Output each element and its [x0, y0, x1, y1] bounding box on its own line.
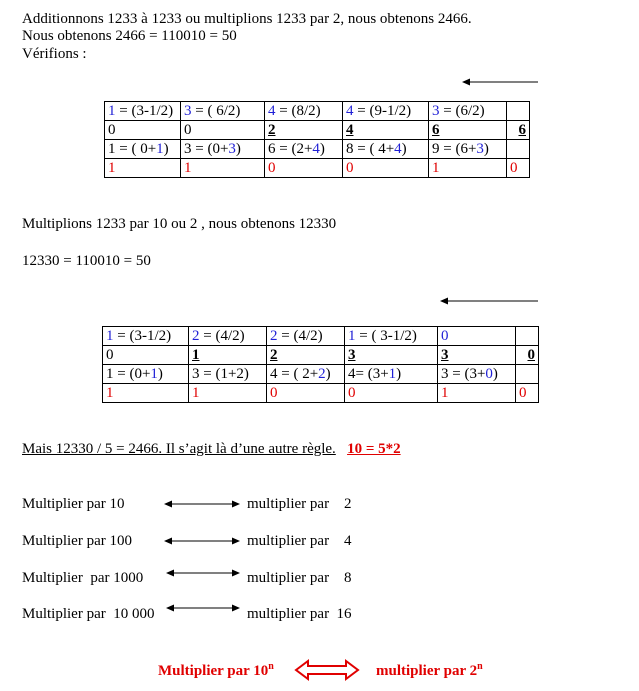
table-cell: 0 [267, 384, 345, 403]
pair-right-4: multiplier par 16 [247, 606, 352, 622]
table-cell: 0 [516, 384, 539, 403]
table-cell: 3 [345, 346, 438, 365]
table-cell: 0 [507, 159, 530, 178]
table-row [105, 102, 530, 121]
double-arrow-icon [294, 659, 360, 681]
verification-table-1 [104, 101, 530, 178]
table-cell: 1 [429, 159, 507, 178]
table-cell [516, 365, 539, 384]
table-cell: 0 [345, 384, 438, 403]
table-row [103, 384, 539, 403]
table-cell: 1 = (3-1/2) [105, 102, 181, 121]
table-cell: 3 = (6/2) [429, 102, 507, 121]
table-cell: 8 = ( 4+4) [343, 140, 429, 159]
table-cell: 3 = (1+2) [189, 365, 267, 384]
table-cell: 4 [343, 121, 429, 140]
table-cell: 0 [181, 121, 265, 140]
table-cell: 2 = (4/2) [267, 327, 345, 346]
table-cell: 1 = (0+1) [103, 365, 189, 384]
table-cell: 0 [103, 346, 189, 365]
table-row [105, 140, 530, 159]
table-cell: 6 = (2+4) [265, 140, 343, 159]
table-cell: 3 = (0+3) [181, 140, 265, 159]
table-cell: 0 [105, 121, 181, 140]
table-cell: 3 = ( 6/2) [181, 102, 265, 121]
table-cell: 0 [438, 327, 516, 346]
table-cell: 4= (3+1) [345, 365, 438, 384]
table-cell: 1 [438, 384, 516, 403]
table-cell [507, 102, 530, 121]
verification-table-2 [102, 326, 539, 403]
table-row [103, 365, 539, 384]
pair-right-1: multiplier par 2 [247, 496, 352, 512]
pair-right-3: multiplier par 8 [247, 570, 352, 586]
table-row [103, 346, 539, 365]
table-cell: 6 [507, 121, 530, 140]
table-cell: 9 = (6+3) [429, 140, 507, 159]
table-cell: 4 = (9-1/2) [343, 102, 429, 121]
table-row [103, 327, 539, 346]
conclusion-right: multiplier par 2$^n$ [376, 661, 483, 679]
intro-line-2: Nous obtenons 2466 = 110010 = 50 [22, 28, 237, 44]
pair-right-2: multiplier par 4 [247, 533, 352, 549]
table-cell: 1 = ( 3-1/2) [345, 327, 438, 346]
intro-line-3: Vérifions : [22, 46, 87, 62]
table-cell: 1 = ( 0+1) [105, 140, 181, 159]
table-cell: 1 [103, 384, 189, 403]
mid-line-1: Multiplions 1233 par 10 ou 2 , nous obtenons 12330 [22, 216, 337, 232]
table-cell: 0 [516, 346, 539, 365]
table-cell: 2 [267, 346, 345, 365]
rule-text: Mais 12330 / 5 = 2466. Il s’agit là d’une autre règle. [22, 441, 336, 457]
conclusion-left: Multiplier par 10$^n$ [158, 661, 274, 679]
pair-left-2: Multiplier par 100 [22, 533, 132, 549]
pair-left-4: Multiplier par 10 000 [22, 606, 155, 622]
table-cell [507, 140, 530, 159]
left-arrow-icon [462, 76, 540, 88]
table-cell: 3 [438, 346, 516, 365]
table-cell: 2 = (4/2) [189, 327, 267, 346]
table-cell: 1 [189, 384, 267, 403]
table-cell: 4 = (8/2) [265, 102, 343, 121]
table-cell: 4 = ( 2+2) [267, 365, 345, 384]
double-arrow-icon [164, 534, 240, 548]
mid-line-2: 12330 = 110010 = 50 [22, 253, 151, 269]
table-cell: 1 [189, 346, 267, 365]
table-row [105, 159, 530, 178]
table-cell: 1 [181, 159, 265, 178]
double-arrow-icon [166, 566, 240, 580]
left-arrow-icon [440, 295, 540, 307]
rule-formula: 10 = 5*2 [347, 441, 401, 457]
pair-left-3: Multiplier par 1000 [22, 570, 144, 586]
table-row [105, 121, 530, 140]
double-arrow-icon [166, 601, 240, 615]
table-cell: 1 = (3-1/2) [103, 327, 189, 346]
double-arrow-icon [164, 497, 240, 511]
table-cell: 1 [105, 159, 181, 178]
pair-left-1: Multiplier par 10 [22, 496, 125, 512]
table-cell: 6 [429, 121, 507, 140]
table-cell: 0 [343, 159, 429, 178]
intro-line-1: Additionnons 1233 à 1233 ou multiplions 1233 par 2, nous obtenons 2466. [22, 11, 472, 27]
rule-line [22, 441, 401, 458]
table-cell [516, 327, 539, 346]
table-cell: 0 [265, 159, 343, 178]
table-cell: 3 = (3+0) [438, 365, 516, 384]
table-cell: 2 [265, 121, 343, 140]
